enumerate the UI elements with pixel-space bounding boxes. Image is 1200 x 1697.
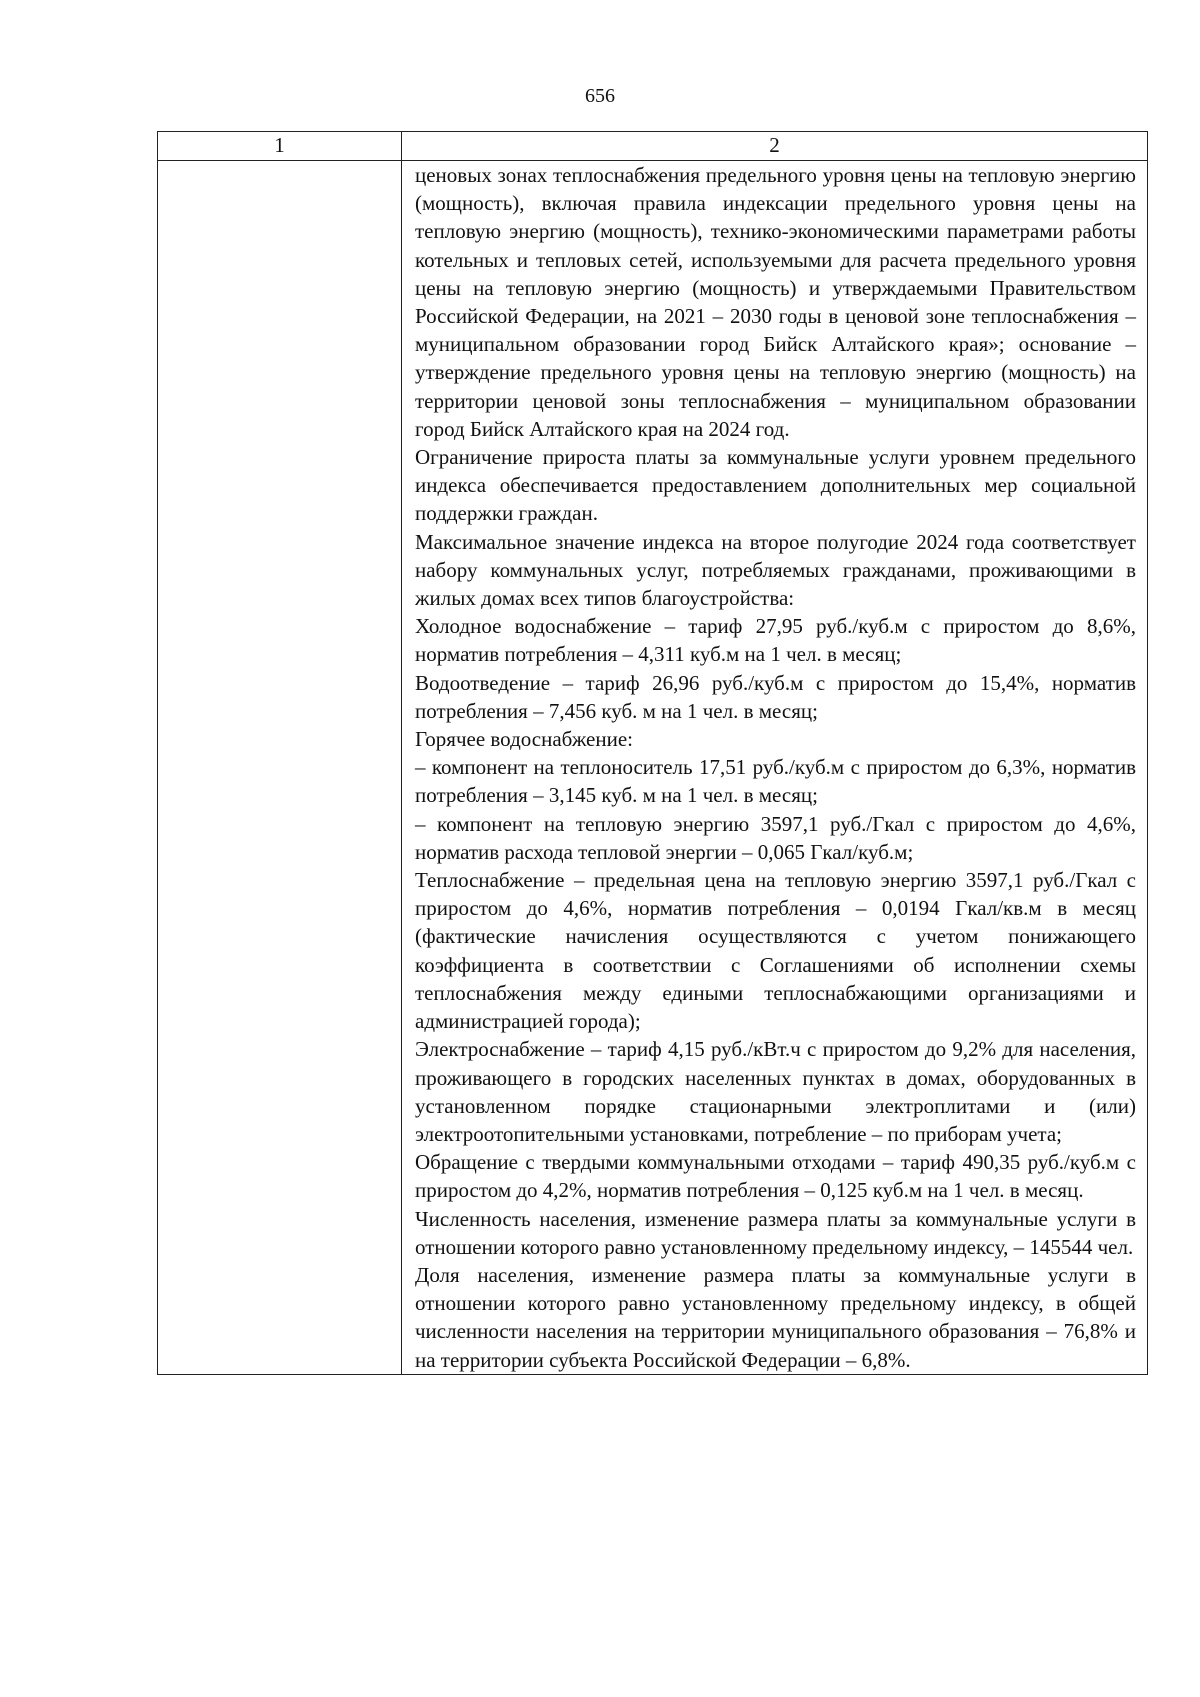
document-table (157, 131, 1148, 1375)
table-row (158, 161, 1148, 1375)
paragraph-wastewater: Водоотведение – тариф 26,96 руб./куб.м с приростом до 15,4%, норматив потребления – 7,456 куб. м на 1 чел. в месяц; (415, 670, 1136, 723)
page-number: 656 (585, 85, 615, 107)
paragraph-hot-water-title: Горячее водоснабжение: (415, 727, 634, 752)
paragraph-growth-limit: Ограничение прироста платы за коммунальные услуги уровнем предельного индекса обеспечивается предоставлением дополнительных мер социальной поддержки граждан. (415, 445, 1136, 526)
column-header-1: 1 (158, 132, 402, 161)
table-cell-column-2 (402, 161, 1148, 1375)
paragraph-solid-waste: Обращение с твердыми коммунальными отходами – тариф 490,35 руб./куб.м с приростом до 4,2%, норматив потребления – 0,125 куб.м на 1 чел. в месяц. (415, 1150, 1136, 1203)
paragraph-population-share: Доля населения, изменение размера платы за коммунальные услуги в отношении которого равно установленному предельному индексу, в общей численности населения на территории муниципального образования – 76,8% и на территории субъекта Российской Федерации – 6,8%. (415, 1262, 1136, 1372)
paragraph-heating: Теплоснабжение – предельная цена на тепловую энергию 3597,1 руб./Гкал с приростом до 4,6%, норматив потребления – 0,0194 Гкал/кв.м в месяц (фактические начисления осуществляются с учетом понижающего коэффициента в соответствии с Соглашениями об исполнении схемы теплоснабжения между едиными теплоснабжающими организациями и администрацией города); (415, 868, 1136, 1034)
paragraph-cold-water: Холодное водоснабжение – тариф 27,95 руб./куб.м с приростом до 8,6%, норматив потребления – 4,311 куб.м на 1 чел. в месяц; (415, 614, 1136, 667)
column-header-2: 2 (402, 132, 1148, 161)
paragraph-hot-water-carrier: – компонент на теплоноситель 17,51 руб./куб.м с приростом до 6,3%, норматив потребления – 3,145 куб. м на 1 чел. в месяц; (415, 755, 1136, 808)
paragraph-hot-water-energy: – компонент на тепловую энергию 3597,1 руб./Гкал с приростом до 4,6%, норматив расхода тепловой энергии – 0,065 Гкал/куб.м; (415, 811, 1136, 864)
paragraph-heat-price-zone: ценовых зонах теплоснабжения предельного уровня цены на тепловую энергию (мощность), включая правила индексации предельного уровня цены на тепловую энергию (мощность), технико-экономическими параметрами работы котельных и тепловых сетей, используемыми для расчета предельного уровня цены на тепловую энергию (мощность) и утверждаемыми Правительством Российской Федерации, на 2021 – 2030 годы в ценовой зоне теплоснабжения – муниципальном образовании город Бийск Алтайского края»; основание – утверждение предельного уровня цены на тепловую энергию (мощность) на территории ценовой зоны теплоснабжения – муниципальном образовании город Бийск Алтайского края на 2024 год. (415, 163, 1136, 441)
paragraph-max-index: Максимальное значение индекса на второе полугодие 2024 года соответствует набору коммунальных услуг, потребляемых гражданами, проживающими в жилых домах всех типов благоустройства: (415, 529, 1136, 611)
paragraph-electricity: Электроснабжение – тариф 4,15 руб./кВт.ч с приростом до 9,2% для населения, проживающего в городских населенных пунктах в домах, оборудованных в установленном порядке стационарными электроплитами и (или) электроотопительными установками, потребление – по приборам учета; (415, 1037, 1136, 1146)
table-cell-column-1 (158, 161, 402, 1375)
paragraph-population-count: Численность населения, изменение размера платы за коммунальные услуги в отношении которого равно установленному предельному индексу, – 145544 чел. (415, 1206, 1136, 1259)
table-header-row (158, 132, 1148, 161)
